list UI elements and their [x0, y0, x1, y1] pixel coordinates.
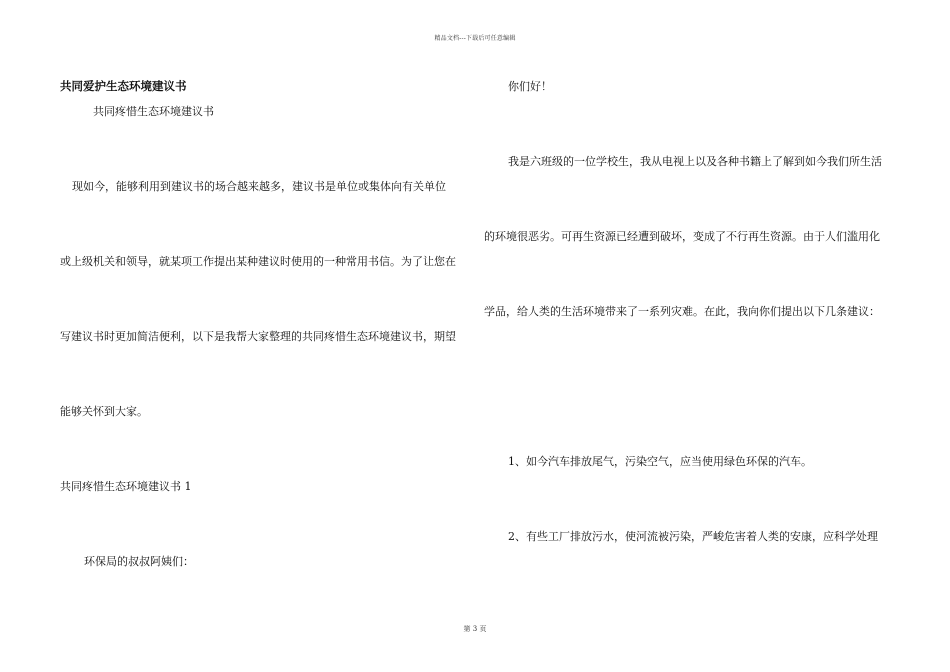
page-number: 第 3 页 — [463, 625, 487, 633]
suggestion-item-2: 2、有些工厂排放污水，使河流被污染，严峻危害着人类的安康，应科学处理 — [508, 530, 878, 543]
document-subtitle: 共同疼惜生态环境建议书 — [93, 105, 214, 118]
salutation: 环保局的叔叔阿姨们： — [84, 555, 194, 568]
greeting: 你们好！ — [508, 80, 552, 93]
paragraph-line-3: 学品，给人类的生活环境带来了一系列灾难。在此，我向你们提出以下几条建议： — [484, 305, 880, 318]
intro-line-2: 或上级机关和领导，就某项工作提出某种建议时使用的一种常用书信。为了让您在 — [60, 255, 456, 268]
page-header: 精品文档---下载后可任意编辑 — [434, 35, 516, 42]
intro-line-4: 能够关怀到大家。 — [60, 405, 148, 418]
document-title: 共同爱护生态环境建议书 — [60, 79, 187, 93]
intro-line-3: 写建议书时更加简洁便利，以下是我帮大家整理的共同疼惜生态环境建议书，期望 — [60, 330, 456, 343]
paragraph-line-2: 的环境很恶劣。可再生资源已经遭到破坏，变成了不行再生资源。由于人们滥用化 — [484, 230, 880, 243]
intro-line-1: 现如今，能够利用到建议书的场合越来越多，建议书是单位或集体向有关单位 — [72, 180, 446, 193]
suggestion-item-1: 1、如今汽车排放尾气，污染空气，应当使用绿色环保的汽车。 — [508, 455, 812, 468]
paragraph-line-1: 我是六班级的一位学校生，我从电视上以及各种书籍上了解到如今我们所生活 — [508, 155, 882, 168]
section-title: 共同疼惜生态环境建议书 1 — [60, 480, 192, 493]
